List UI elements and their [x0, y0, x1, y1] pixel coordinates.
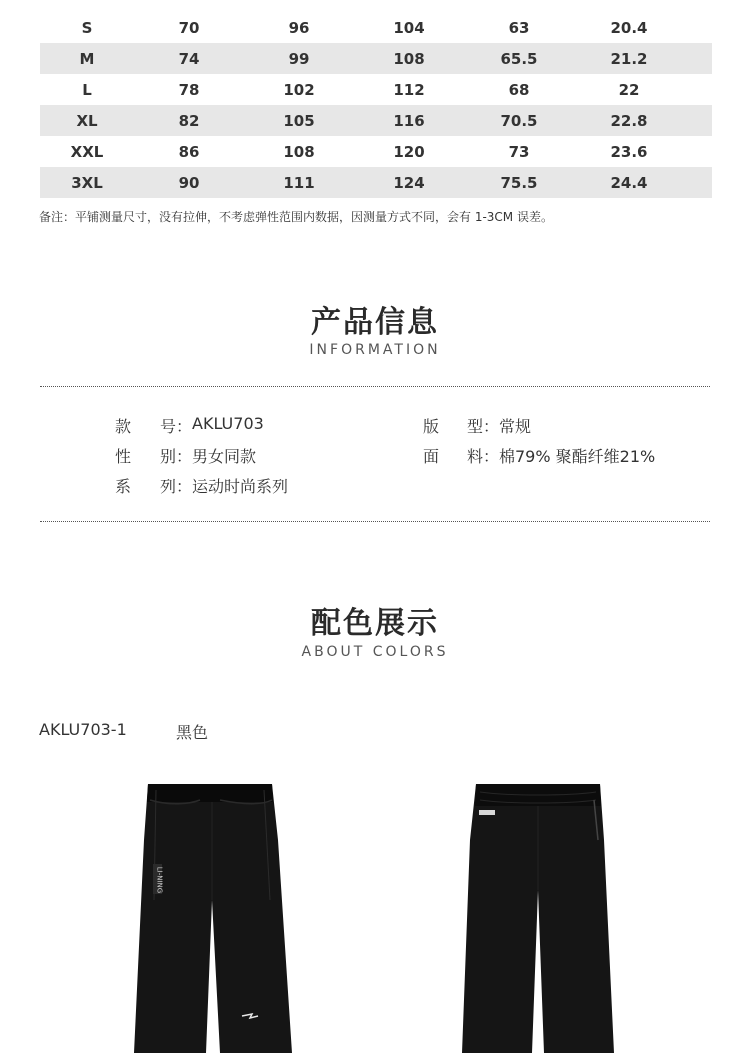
size-cell: 108 [283, 142, 315, 161]
size-cell: 23.6 [610, 142, 648, 161]
table-row [40, 136, 712, 167]
size-table-header-row [40, 0, 712, 12]
size-cell: XL [76, 111, 98, 130]
field-value: 男女同款 [192, 447, 257, 466]
size-cell: 96 [288, 18, 310, 37]
field-value: 常规 [499, 417, 532, 436]
size-cell: 70.5 [500, 111, 538, 130]
size-cell: 65.5 [500, 49, 538, 68]
colors-subtitle: ABOUT COLORS [301, 644, 449, 660]
info-row-gender [0, 444, 750, 464]
size-cell: 111 [283, 173, 315, 192]
field-label: 面 [423, 447, 440, 466]
size-note: 备注：平铺测量尺寸，没有拉伸，不考虑弹性范围内数据，因测量方式不同，会有 1-3CM 误差。 [39, 210, 553, 224]
size-cell: 73 [508, 142, 530, 161]
field-value: 运动时尚系列 [192, 477, 289, 496]
size-cell: 20.4 [610, 18, 648, 37]
colors-title: 配色展示 [311, 606, 439, 641]
field-label: 号 [160, 417, 177, 436]
size-cell: XXL [70, 142, 104, 161]
size-cell: 86 [178, 142, 200, 161]
size-cell: 116 [393, 111, 425, 130]
information-subtitle: INFORMATION [309, 342, 441, 358]
back-logo-patch [479, 810, 495, 815]
size-cell: 120 [393, 142, 425, 161]
size-cell: 74 [178, 49, 200, 68]
size-cell: M [79, 49, 95, 68]
size-table [40, 0, 712, 198]
size-cell: 112 [393, 80, 425, 99]
table-row [40, 74, 712, 105]
size-cell: 82 [178, 111, 200, 130]
info-row-series [0, 474, 750, 494]
size-cell: 108 [393, 49, 425, 68]
size-cell: 124 [393, 173, 425, 192]
field-label: 性 [115, 447, 132, 466]
field-label: 款 [115, 417, 132, 436]
size-cell: 63 [508, 18, 530, 37]
variant-code: AKLU703-1 [39, 720, 127, 739]
variant-color: 黑色 [176, 723, 209, 742]
information-title: 产品信息 [311, 305, 439, 340]
size-cell: 99 [288, 49, 310, 68]
size-cell: 21.2 [610, 49, 648, 68]
size-cell: 22 [618, 80, 640, 99]
field-separator: ： [176, 447, 193, 466]
field-label: 列 [160, 477, 177, 496]
size-cell: 78 [178, 80, 200, 99]
field-separator: ： [483, 447, 500, 466]
size-cell: L [82, 80, 92, 99]
size-cell: S [81, 18, 93, 37]
size-cell: 3XL [71, 173, 103, 192]
pants-back-image [458, 780, 618, 1053]
field-separator: ： [483, 417, 500, 436]
table-row [40, 43, 712, 74]
size-cell: 70 [178, 18, 200, 37]
table-row [40, 167, 712, 198]
info-row-style [0, 414, 750, 434]
size-cell: 105 [283, 111, 315, 130]
pants-front-image [130, 780, 310, 1053]
size-cell: 24.4 [610, 173, 648, 192]
field-value: AKLU703 [192, 414, 264, 433]
table-row [40, 12, 712, 43]
field-label: 版 [423, 417, 440, 436]
field-label: 别 [160, 447, 177, 466]
size-cell: 90 [178, 173, 200, 192]
field-separator: ： [176, 477, 193, 496]
divider [40, 521, 710, 522]
divider [40, 386, 710, 387]
table-row [40, 105, 712, 136]
field-separator: ： [176, 417, 193, 436]
size-cell: 102 [283, 80, 315, 99]
field-label: 型 [467, 417, 484, 436]
size-cell: 22.8 [610, 111, 648, 130]
field-value: 棉79% 聚酯纤维21% [499, 447, 656, 466]
field-label: 系 [115, 477, 132, 496]
field-label: 料 [467, 447, 484, 466]
size-cell: 75.5 [500, 173, 538, 192]
size-cell: 104 [393, 18, 425, 37]
size-cell: 68 [508, 80, 530, 99]
brand-logo-text: LI-NING [155, 866, 164, 894]
